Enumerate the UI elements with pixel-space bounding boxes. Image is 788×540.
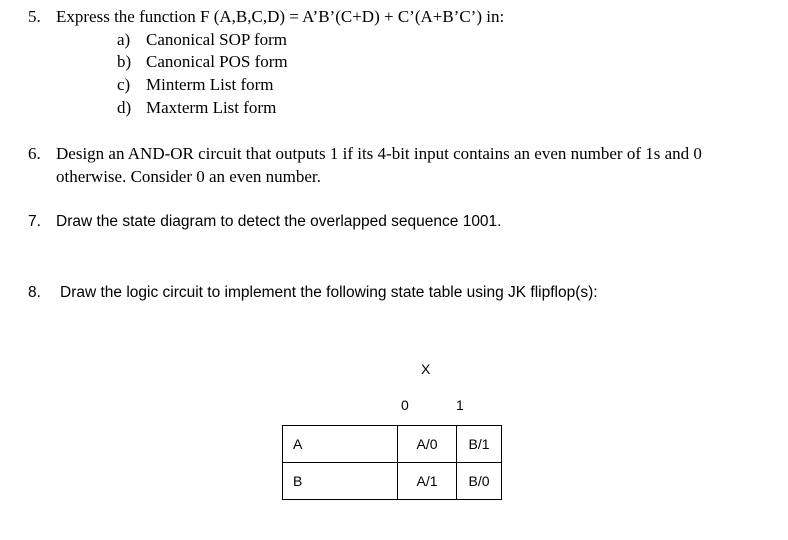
question-7 [28,213,501,231]
question-6-line1: Design an AND-OR circuit that outputs 1 if its 4-bit input contains an even number of 1s and 0 [56,144,702,163]
question-5-part-d [117,98,276,118]
question-7-number: 7. [28,213,41,230]
state-cell: A [283,426,398,463]
part-label: a) [117,30,131,49]
part-label: c) [117,75,131,94]
state-cell: B [283,463,398,500]
next-state-x0-cell: A/0 [398,426,457,463]
part-label: d) [117,98,132,117]
question-5-part-b [117,52,288,72]
part-text: Minterm List form [146,75,274,94]
next-state-x1-cell: B/1 [457,426,502,463]
next-state-x0-cell: A/1 [398,463,457,500]
question-5-part-c [117,75,273,95]
input-value-0: 0 [401,397,409,413]
part-label: b) [117,52,132,71]
question-6-line2: otherwise. Consider 0 an even number. [56,167,321,186]
part-text: Canonical POS form [146,52,288,71]
next-state-x1-cell: B/0 [457,463,502,500]
question-8-text: Draw the logic circuit to implement the following state table using JK flipflop(s): [60,284,598,301]
table-row [283,463,502,500]
question-6 [28,144,702,164]
part-text: Maxterm List form [146,98,277,117]
question-7-text: Draw the state diagram to detect the overlapped sequence 1001. [56,213,502,230]
question-6-number: 6. [28,144,41,163]
question-8-number: 8. [28,284,41,301]
input-value-1: 1 [456,397,464,413]
input-x-header: X [421,361,431,377]
question-8 [28,284,598,302]
question-5-number: 5. [28,7,41,26]
question-5-part-a [117,30,287,50]
table-row [283,426,502,463]
part-text: Canonical SOP form [146,30,288,49]
question-5-text: Express the function F (A,B,C,D) = A’B’(C+D) + C’(A+B’C’) in: [56,7,505,26]
state-table [282,425,502,500]
question-5 [28,7,504,27]
